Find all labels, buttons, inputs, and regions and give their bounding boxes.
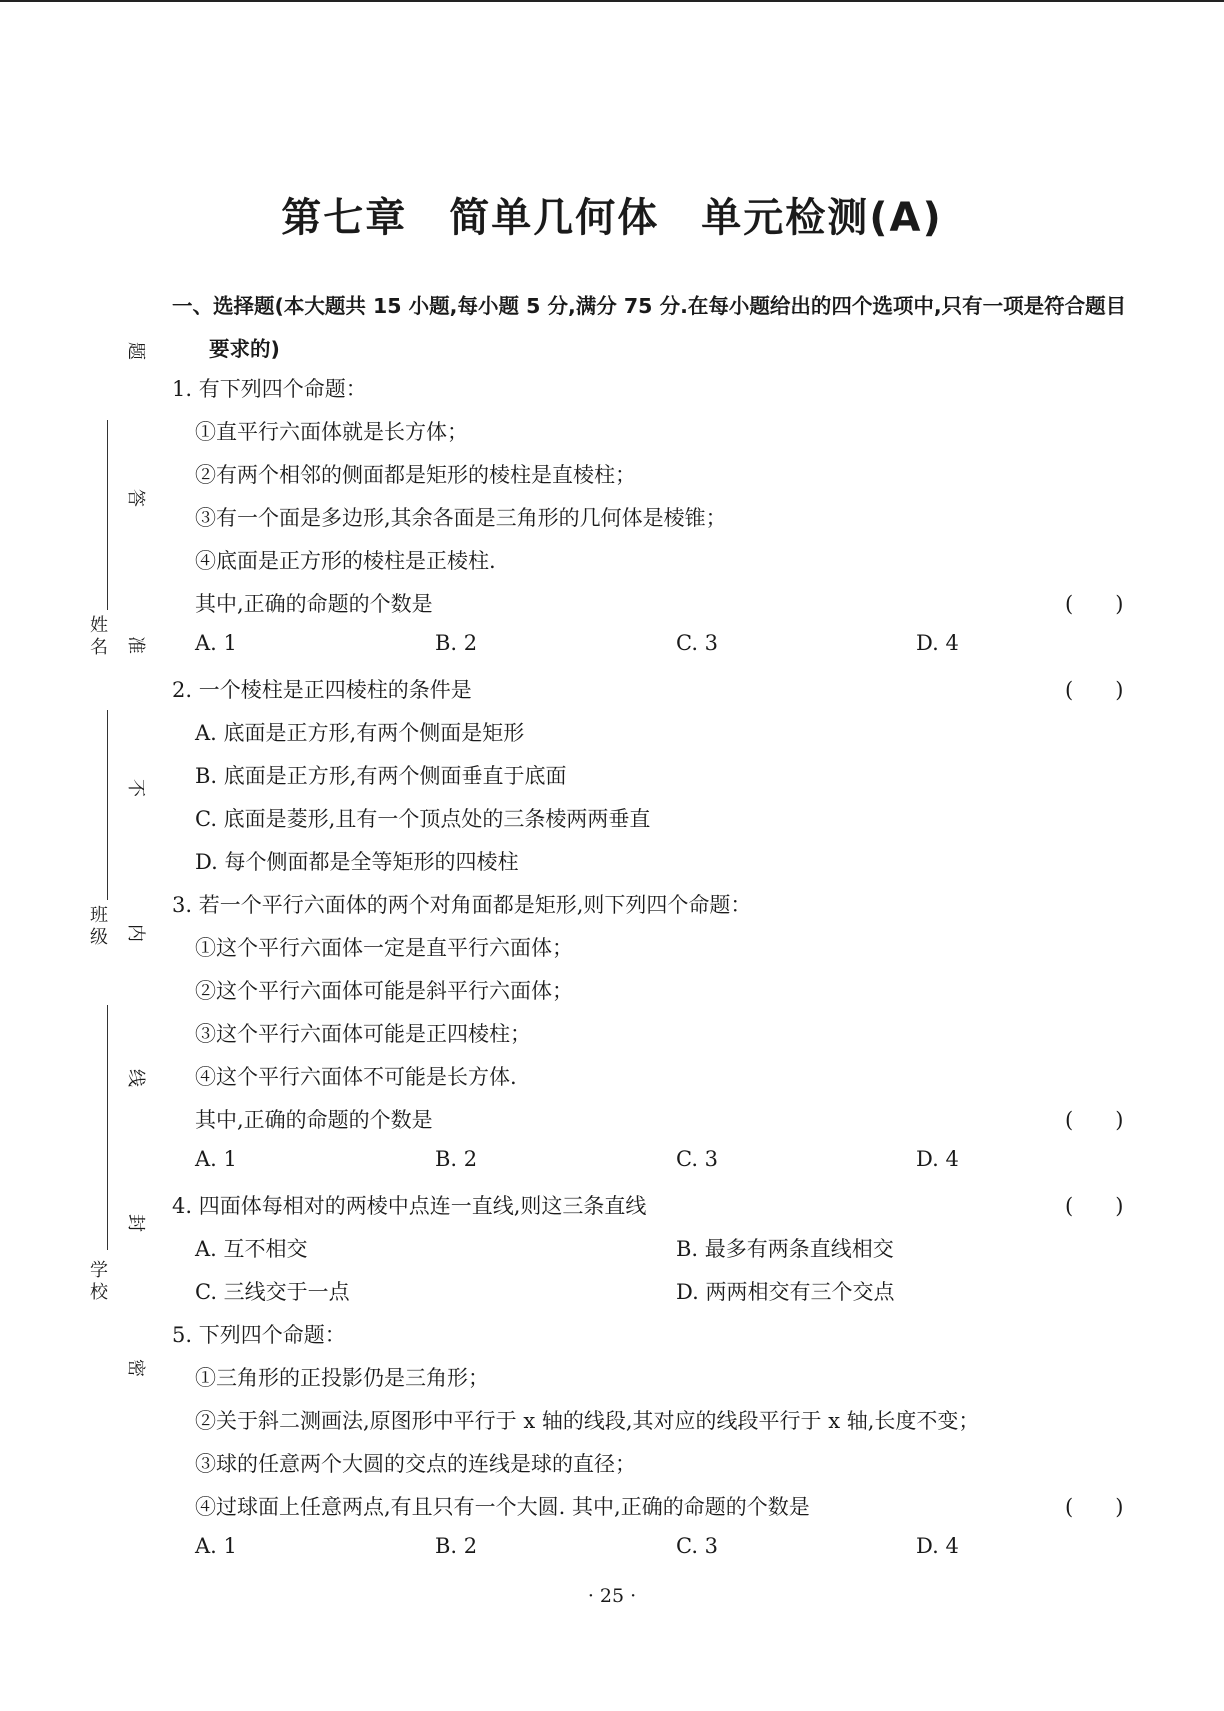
name-field-label: 姓名 [87,615,108,659]
question-item: ②关于斜二测画法,原图形中平行于 x 轴的线段,其对应的线段平行于 x 轴,长度不变； [195,1409,980,1433]
question-stem: 2. 一个棱柱是正四棱柱的条件是 [172,678,472,702]
option-a[interactable]: A. 1 [195,1534,237,1558]
seal-char: 内 [125,924,146,942]
question-item: ③球的任意两个大圆的交点的连线是球的直径； [195,1452,636,1476]
question-item: ①直平行六面体就是长方体； [195,420,468,444]
question-stem: 3. 若一个平行六面体的两个对角面都是矩形,则下列四个命题： [172,893,752,917]
binding-line [107,420,108,610]
answer-paren[interactable]: ( ) [1065,1108,1124,1132]
question-item: ④过球面上任意两点,有且只有一个大圆. 其中,正确的命题的个数是 [195,1495,810,1519]
question-stem: 4. 四面体每相对的两棱中点连一直线,则这三条直线 [172,1194,647,1218]
option-c[interactable]: C. 底面是菱形,且有一个顶点处的三条棱两两垂直 [195,807,651,831]
question-stem: 5. 下列四个命题： [172,1323,346,1347]
option-c[interactable]: C. 3 [676,1534,719,1558]
option-d[interactable]: D. 4 [916,631,959,655]
option-a[interactable]: A. 1 [195,631,237,655]
question-item: ③这个平行六面体可能是正四棱柱； [195,1022,531,1046]
seal-char: 密 [125,1359,146,1377]
option-a[interactable]: A. 1 [195,1147,237,1171]
option-d[interactable]: D. 4 [916,1147,959,1171]
option-b[interactable]: B. 最多有两条直线相交 [676,1237,894,1261]
question-ask: 其中,正确的命题的个数是 [195,592,433,616]
answer-paren[interactable]: ( ) [1065,1495,1124,1519]
page-title: 第七章 简单几何体 单元检测(A) [281,195,943,241]
question-item: ②这个平行六面体可能是斜平行六面体； [195,979,573,1003]
option-c[interactable]: C. 三线交于一点 [195,1280,350,1304]
question-item: ③有一个面是多边形,其余各面是三角形的几何体是棱锥； [195,506,727,530]
section-heading [172,285,1142,371]
option-b[interactable]: B. 2 [435,631,478,655]
seal-char: 题 [125,342,146,360]
binding-line [107,710,108,900]
question-item: ①这个平行六面体一定是直平行六面体； [195,936,573,960]
seal-char: 不 [125,779,146,797]
class-field-label: 班级 [87,905,108,949]
question-item: ②有两个相邻的侧面都是矩形的棱柱是直棱柱； [195,463,636,487]
option-d[interactable]: D. 4 [916,1534,959,1558]
option-c[interactable]: C. 3 [676,631,719,655]
page-number: · 25 · [587,1585,637,1607]
answer-paren[interactable]: ( ) [1065,592,1124,616]
section-text: 一、选择题(本大题共 15 小题,每小题 5 分,满分 75 分.在每小题给出的四个选项中,只有一项是符合题目要求的) [172,294,1127,361]
question-item: ④这个平行六面体不可能是长方体. [195,1065,517,1089]
top-border [0,0,1224,2]
seal-char: 线 [125,1069,146,1087]
option-d[interactable]: D. 每个侧面都是全等矩形的四棱柱 [195,850,519,874]
option-b[interactable]: B. 2 [435,1534,478,1558]
option-b[interactable]: B. 底面是正方形,有两个侧面垂直于底面 [195,764,567,788]
option-c[interactable]: C. 3 [676,1147,719,1171]
seal-char: 答 [125,489,146,507]
question-item: ①三角形的正投影仍是三角形； [195,1366,489,1390]
school-field-label: 学校 [87,1260,108,1304]
answer-paren[interactable]: ( ) [1065,678,1124,702]
option-b[interactable]: B. 2 [435,1147,478,1171]
question-stem: 1. 有下列四个命题： [172,377,367,401]
seal-char: 封 [125,1214,146,1232]
seal-char: 准 [125,636,146,654]
binding-line [107,1005,108,1250]
question-item: ④底面是正方形的棱柱是正棱柱. [195,549,496,573]
option-d[interactable]: D. 两两相交有三个交点 [676,1280,895,1304]
option-a[interactable]: A. 底面是正方形,有两个侧面是矩形 [195,721,525,745]
question-ask: 其中,正确的命题的个数是 [195,1108,433,1132]
option-a[interactable]: A. 互不相交 [195,1237,308,1261]
answer-paren[interactable]: ( ) [1065,1194,1124,1218]
